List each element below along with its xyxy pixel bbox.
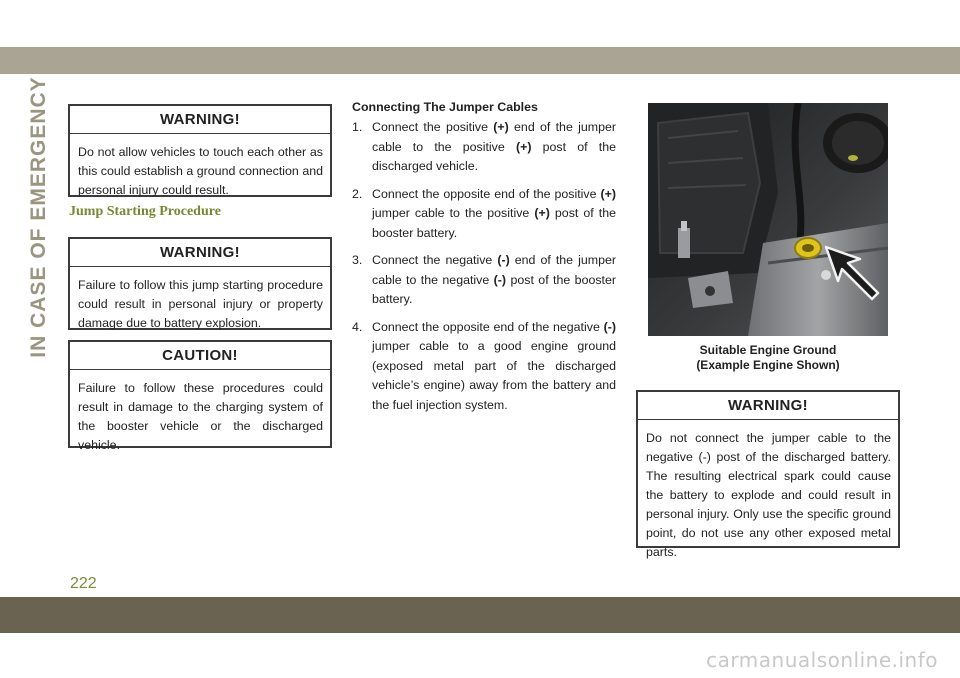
step-item	[352, 251, 616, 310]
step-text: post of the booster battery.	[372, 206, 617, 240]
page-number: 222	[70, 575, 97, 592]
step-text: Connect the positive	[372, 120, 494, 134]
warning-box-vehicles-touch	[68, 104, 332, 197]
polarity-mark: (-)	[497, 253, 510, 267]
steps-list	[352, 118, 616, 415]
polarity-mark: (+)	[534, 206, 550, 220]
step-text: Connect the negative	[372, 253, 498, 267]
caption-line: Suitable Engine Ground	[699, 343, 837, 357]
warning-title: WARNING!	[70, 106, 330, 134]
warning-text: Do not connect the jumper cable to the negative (-) post of the discharged battery. The resulting electrical spark could cause the battery to explode and could result in personal injury. Only use the specific ground point, do not use any other exposed metal parts.	[646, 431, 891, 559]
step-item	[352, 118, 616, 177]
polarity-mark: (+)	[515, 139, 532, 154]
section-heading: Jump Starting Procedure	[69, 204, 221, 219]
step-number: 3.	[352, 253, 363, 267]
caution-text: Failure to follow these procedures could result in damage to the charging system of the booster vehicle or the discharged vehicle.	[78, 381, 323, 452]
engine-ground-photo	[648, 103, 888, 336]
step-item	[352, 185, 616, 244]
connecting-cables-heading: Connecting The Jumper Cables	[352, 100, 538, 114]
warning-text: Failure to follow this jump starting procedure could result in personal injury or property damage due to battery explosion.	[78, 278, 323, 330]
step-number: 4.	[352, 319, 363, 334]
step-text: post of the booster battery.	[372, 272, 617, 306]
step-number: 1.	[352, 120, 363, 134]
step-text: jumper cable to a good engine ground (exposed metal part of the discharged vehicle’s engine) away from the battery and the fuel injection system.	[372, 339, 616, 412]
footer-band	[0, 597, 960, 633]
warning-text: Do not allow vehicles to touch each other as this could establish a ground connection and personal injury could result.	[78, 145, 323, 197]
caution-title: CAUTION!	[70, 342, 330, 370]
caution-box-charging-system	[68, 340, 332, 452]
step-text: end of the jumper cable to the negative	[372, 253, 616, 287]
header-band	[0, 47, 960, 74]
step-text: Connect the opposite end of the negative	[372, 319, 604, 334]
step-text: Connect the opposite end of the positive	[372, 186, 601, 201]
warning-box-negative-post	[636, 390, 900, 559]
polarity-mark: (-)	[493, 272, 507, 287]
side-tab-label: IN CASE OF EMERGENCY	[27, 76, 50, 358]
warning-title: WARNING!	[70, 239, 330, 267]
section-side-tab	[26, 76, 52, 358]
caption-line: (Example Engine Shown)	[696, 358, 840, 372]
step-number: 2.	[352, 186, 363, 201]
engine-bay-illustration	[648, 103, 888, 336]
warning-box-jump-procedure	[68, 237, 332, 330]
step-text: jumper cable to the positive	[372, 206, 535, 220]
photo-caption	[648, 343, 888, 373]
polarity-mark: (+)	[493, 120, 509, 134]
polarity-mark: (+)	[600, 186, 616, 201]
connecting-cables-section	[352, 100, 616, 423]
step-text: post of the discharged vehicle.	[372, 139, 616, 173]
warning-title: WARNING!	[638, 392, 898, 420]
step-item	[352, 318, 616, 416]
site-watermark: carmanualsonline.info	[706, 648, 938, 672]
step-text: end of the jumper cable to the positive	[372, 120, 616, 154]
polarity-mark: (-)	[603, 319, 616, 334]
